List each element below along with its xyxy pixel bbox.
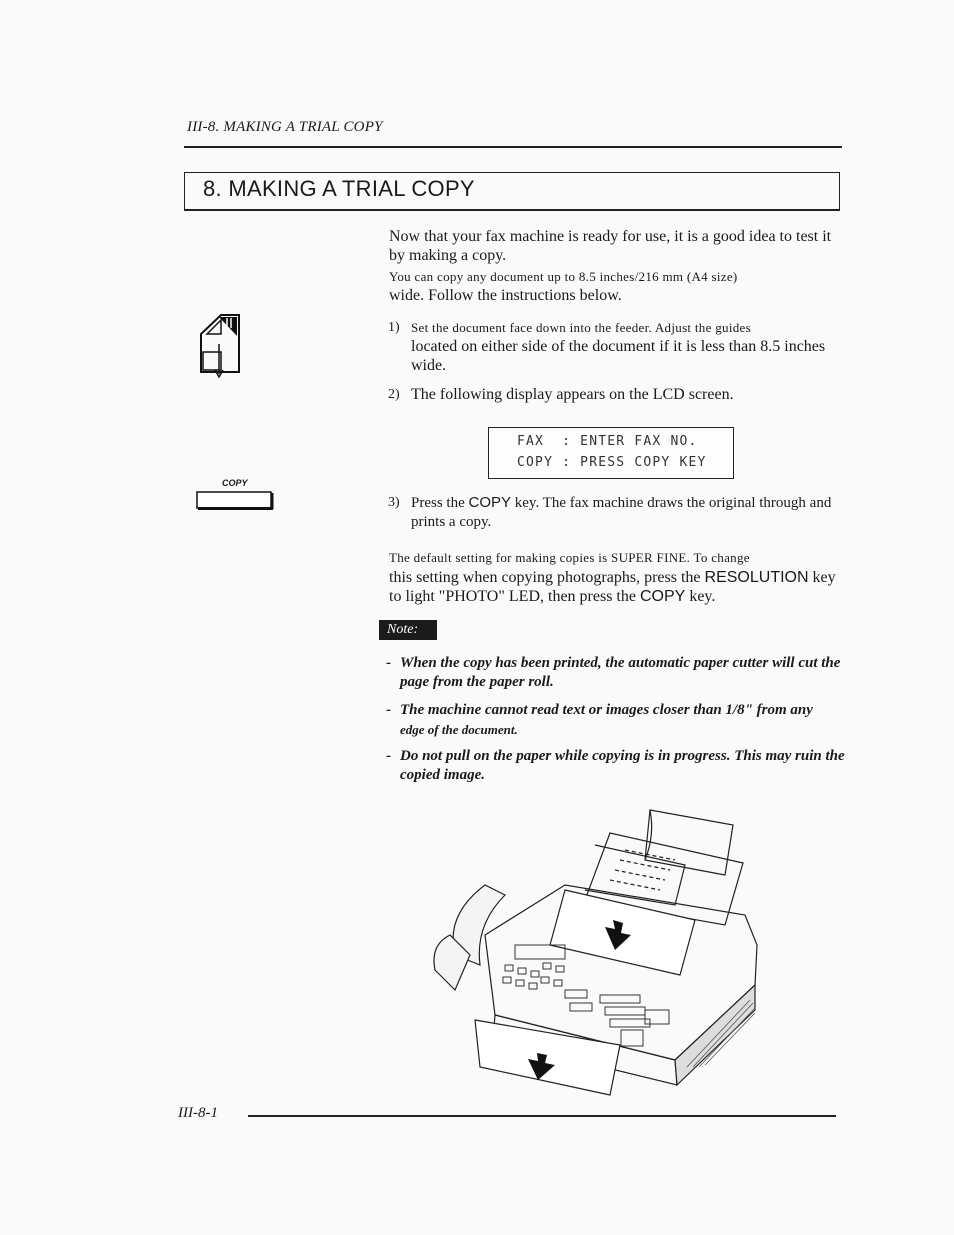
default-post: key.: [685, 588, 716, 605]
step-1-rest: located on either side of the document if it is less than 8.5 inches wide.: [411, 338, 826, 374]
note-1-dash: -: [386, 655, 391, 671]
section-title-box: [184, 172, 840, 211]
step-3-text: [411, 493, 843, 532]
copy-key-label: COPY: [222, 478, 248, 488]
default-setting-rest: [389, 568, 844, 606]
step-2: [388, 385, 843, 404]
intro-line-2: You can copy any document up to 8.5 inches/216 mm (A4 size): [389, 269, 738, 284]
note-2-line-2: edge of the document.: [400, 722, 518, 737]
note-2-line-1: The machine cannot read text or images closer than 1/8" from any: [400, 702, 813, 718]
note-3-dash: -: [386, 748, 391, 764]
note-item-2: [386, 701, 846, 740]
step-3-pre: Press the: [411, 495, 469, 511]
page-number: III-8-1: [178, 1105, 218, 1121]
running-head: III-8. MAKING A TRIAL COPY: [187, 119, 383, 135]
resolution-key-name: RESOLUTION: [704, 569, 809, 586]
intro-line-3: wide. Follow the instructions below.: [389, 287, 622, 304]
lcd-line-2: COPY : PRESS COPY KEY: [517, 455, 707, 470]
step-3-number: 3): [388, 495, 400, 510]
step-1-first-line: Set the document face down into the feeder. Adjust the guides: [411, 320, 751, 335]
section-title: 8. MAKING A TRIAL COPY: [203, 176, 475, 201]
copy-key-name-2: COPY: [639, 588, 686, 605]
step-3-post: key. The fax machine draws the original through and prints a copy.: [411, 495, 832, 530]
note-label: Note:: [379, 620, 437, 640]
header-rule: [184, 146, 842, 148]
note-item-1: [386, 654, 846, 692]
step-2-number: 2): [388, 387, 400, 402]
default-mid: key to light "PHOTO" LED, then press the: [389, 569, 836, 605]
default-setting-paragraph: [389, 548, 844, 606]
fax-machine-illustration: [425, 805, 765, 1105]
copy-key-name: COPY: [468, 494, 512, 511]
document-feed-icon: [197, 312, 243, 383]
lcd-line-1: FAX : ENTER FAX NO.: [517, 434, 698, 449]
note-3-text: Do not pull on the paper while copying is in progress. This may ruin the copied image.: [400, 748, 845, 783]
step-1-text: [411, 318, 843, 375]
default-setting-line-1: The default setting for making copies is SUPER FINE. To change: [389, 550, 750, 565]
copy-key-icon: [196, 490, 274, 510]
lcd-display: [488, 427, 734, 479]
default-pre: this setting when copying photographs, press the: [389, 569, 705, 586]
note-2-dash: -: [386, 702, 391, 718]
step-2-text: The following display appears on the LCD screen.: [411, 386, 734, 403]
step-1-number: 1): [388, 320, 400, 335]
note-2-text: [400, 701, 846, 740]
intro-paragraph: [389, 227, 844, 305]
footer-rule: [248, 1115, 836, 1117]
note-item-3: [386, 747, 846, 785]
step-3: [388, 493, 843, 532]
note-1-text: When the copy has been printed, the automatic paper cutter will cut the page from the paper roll.: [400, 655, 841, 690]
intro-line-1: Now that your fax machine is ready for use, it is a good idea to test it by making a copy.: [389, 228, 832, 264]
step-1: [388, 318, 843, 375]
